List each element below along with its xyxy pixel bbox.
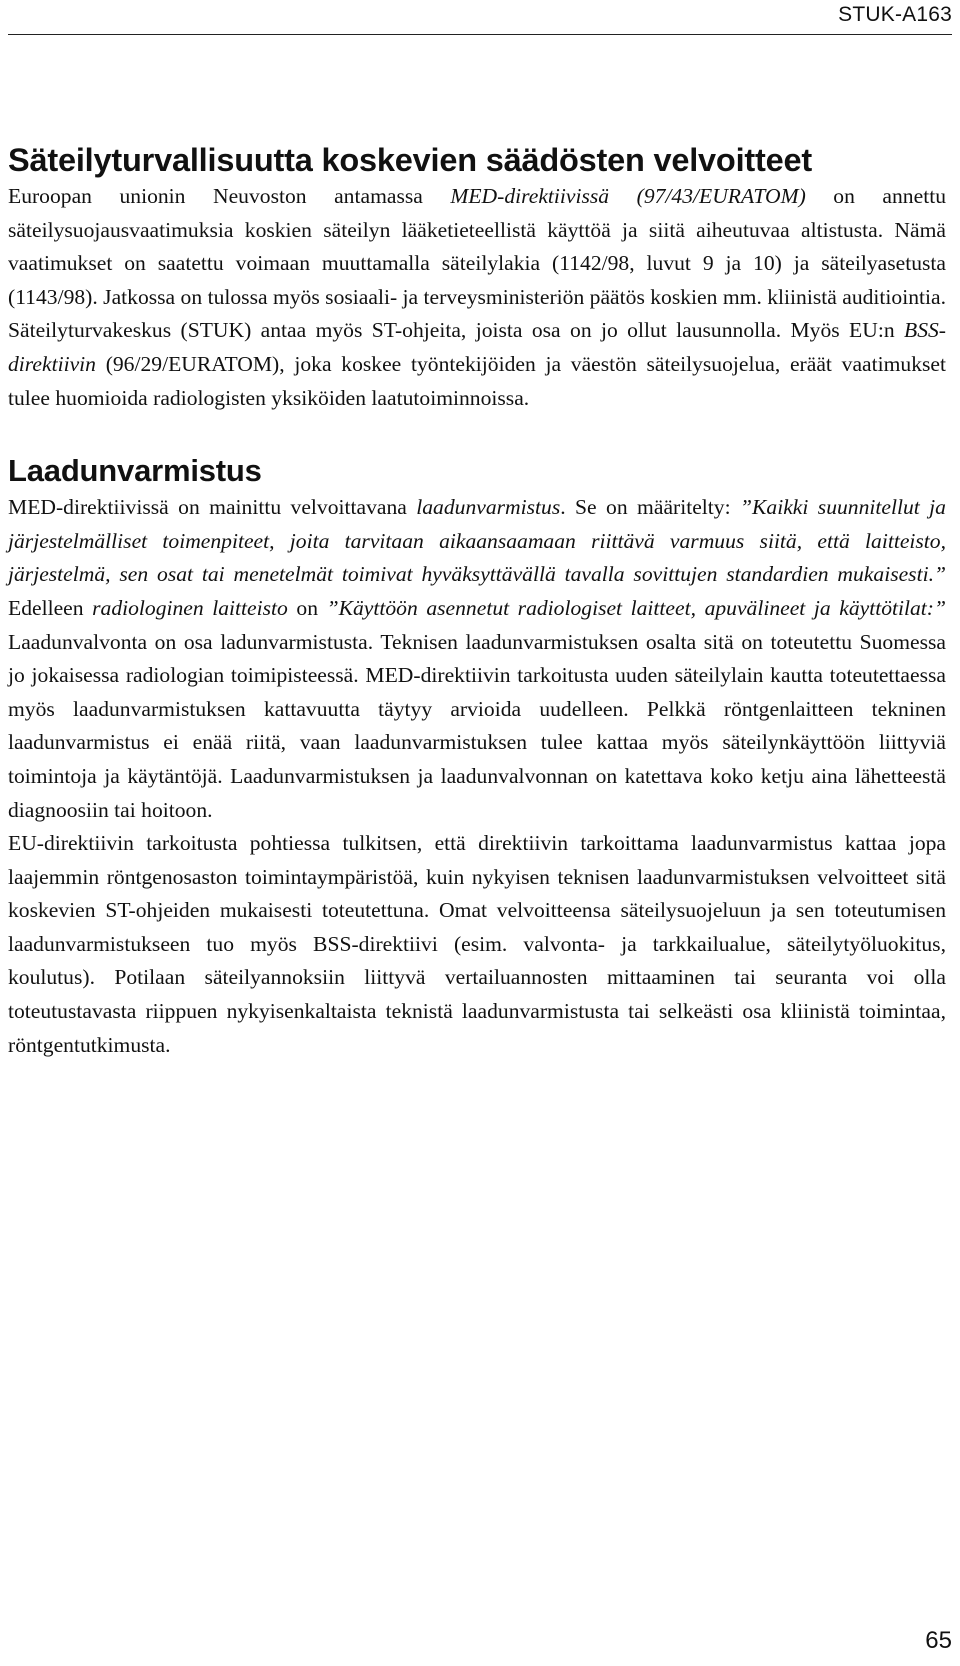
document-code: STUK-A163	[838, 3, 952, 26]
page-number: 65	[925, 1627, 952, 1654]
emphasized-text: MED-direktiivissä (97/43/EURATOM)	[450, 184, 806, 208]
emphasized-text: BSS-direktiivin	[8, 318, 946, 376]
emphasized-text: ”Kaikki suunnitellut ja järjestelmälliset toimenpiteet, joita tarvitaan aikaansaamaan riittävä varmuus siitä, että laitteisto, järjestelmä, sen osat tai menetelmät toimivat hyväksyttävällä tavalla sovittujen standardien mukaisesti.”	[8, 495, 946, 587]
running-header	[8, 0, 952, 35]
emphasized-text: ”Käyttöön asennetut radiologiset laitteet, apuvälineet ja käyttötilat:”	[326, 595, 947, 620]
emphasized-text: laadunvarmistus	[416, 495, 561, 520]
emphasized-text: radiologinen laitteisto	[92, 595, 288, 620]
paragraph-quality-assurance-definition: MED-direktiivissä on mainittu velvoittavana laadunvarmistus. Se on määritelty: ”Kaikki suunnitellut ja järjestelmälliset toimenpiteet, joita tarvitaan aikaansaamaan riittävä varmuus siitä, että laitteisto, järjestelmä, sen osat tai menetelmät toimivat hyväksyttävällä tavalla sovittujen standardien mukaisesti.” Edelleen radiologinen laitteisto on ”Käyttöön asennetut radiologiset laitteet, apuvälineet ja käyttötilat:” Laadunvalvonta on osa ladunvarmistusta. Teknisen laadunvarmistuksen osalta sitä on toteutettu Suomessa jo jokaisessa radiologian toimipisteessä. MED-direktiivin tarkoitusta uuden säteilylain kautta toteutettaessa myös laadunvarmistuksen kattavuutta täytyy arvioida uudelleen. Pelkkä röntgenlaitteen tekninen laadunvarmistus ei enää riitä, vaan laadunvarmistuksen tulee kattaa myös säteilynkäyttöön liittyviä toimintoja ja käytäntöjä. Laadunvarmistuksen ja laadunvalvonnan on katettava koko ketju aina lähetteestä diagnoosiin tai hoitoon.	[8, 495, 947, 822]
section-heading-quality-assurance: Laadunvarmistus	[8, 453, 262, 489]
paragraph-regulations: Euroopan unionin Neuvoston antamassa MED-direktiivissä (97/43/EURATOM) on annettu säteilysuojausvaatimuksia koskien säteilyn lääketieteellistä käyttöä ja siitä aiheutuvaa altistusta. Nämä vaatimukset on saatettu voimaan muuttamalla säteilylakia (1142/98, luvut 9 ja 10) ja säteilyasetusta (1143/98). Jatkossa on tulossa myös sosiaali- ja terveysministeriön päätös koskien mm. kliinistä auditiointia. Säteilyturvakeskus (STUK) antaa myös ST-ohjeita, joista osa on jo ollut lausunnolla. Myös EU:n BSS-direktiivin (96/29/EURATOM), joka koskee työntekijöiden ja väestön säteilysuojelua, eräät vaatimukset tulee huomioida radiologisten yksiköiden laatutoiminnoissa.	[8, 184, 946, 410]
paragraph-eu-directive-interpretation: EU-direktiivin tarkoitusta pohtiessa tulkitsen, että direktiivin tarkoittama laadunvarmistus kattaa jopa laajemmin röntgenosaston toimintaympäristöä, kuin nykyisen teknisen laadunvarmistuksen velvoitteet sitä koskevien ST-ohjeiden mukaisesti toteutettuna. Omat velvoitteensa säteilysuojeluun ja sen toteutumisen laadunvarmistukseen tuo myös BSS-direktiivi (esim. valvonta- ja tarkkailualue, säteilytyöluokitus, koulutus). Potilaan säteilyannoksiin liittyvä vertailuannosten mittaaminen tai seuranta voi olla toteutustavasta riippuen nykyisenkaltaista teknistä laadunvarmistusta tai selkeästi osa kliinistä toimintaa, röntgentutkimusta.	[8, 831, 946, 1057]
page-body	[8, 140, 946, 1062]
section-heading-regulations: Säteilyturvallisuutta koskevien säädösten velvoitteet	[8, 142, 813, 178]
